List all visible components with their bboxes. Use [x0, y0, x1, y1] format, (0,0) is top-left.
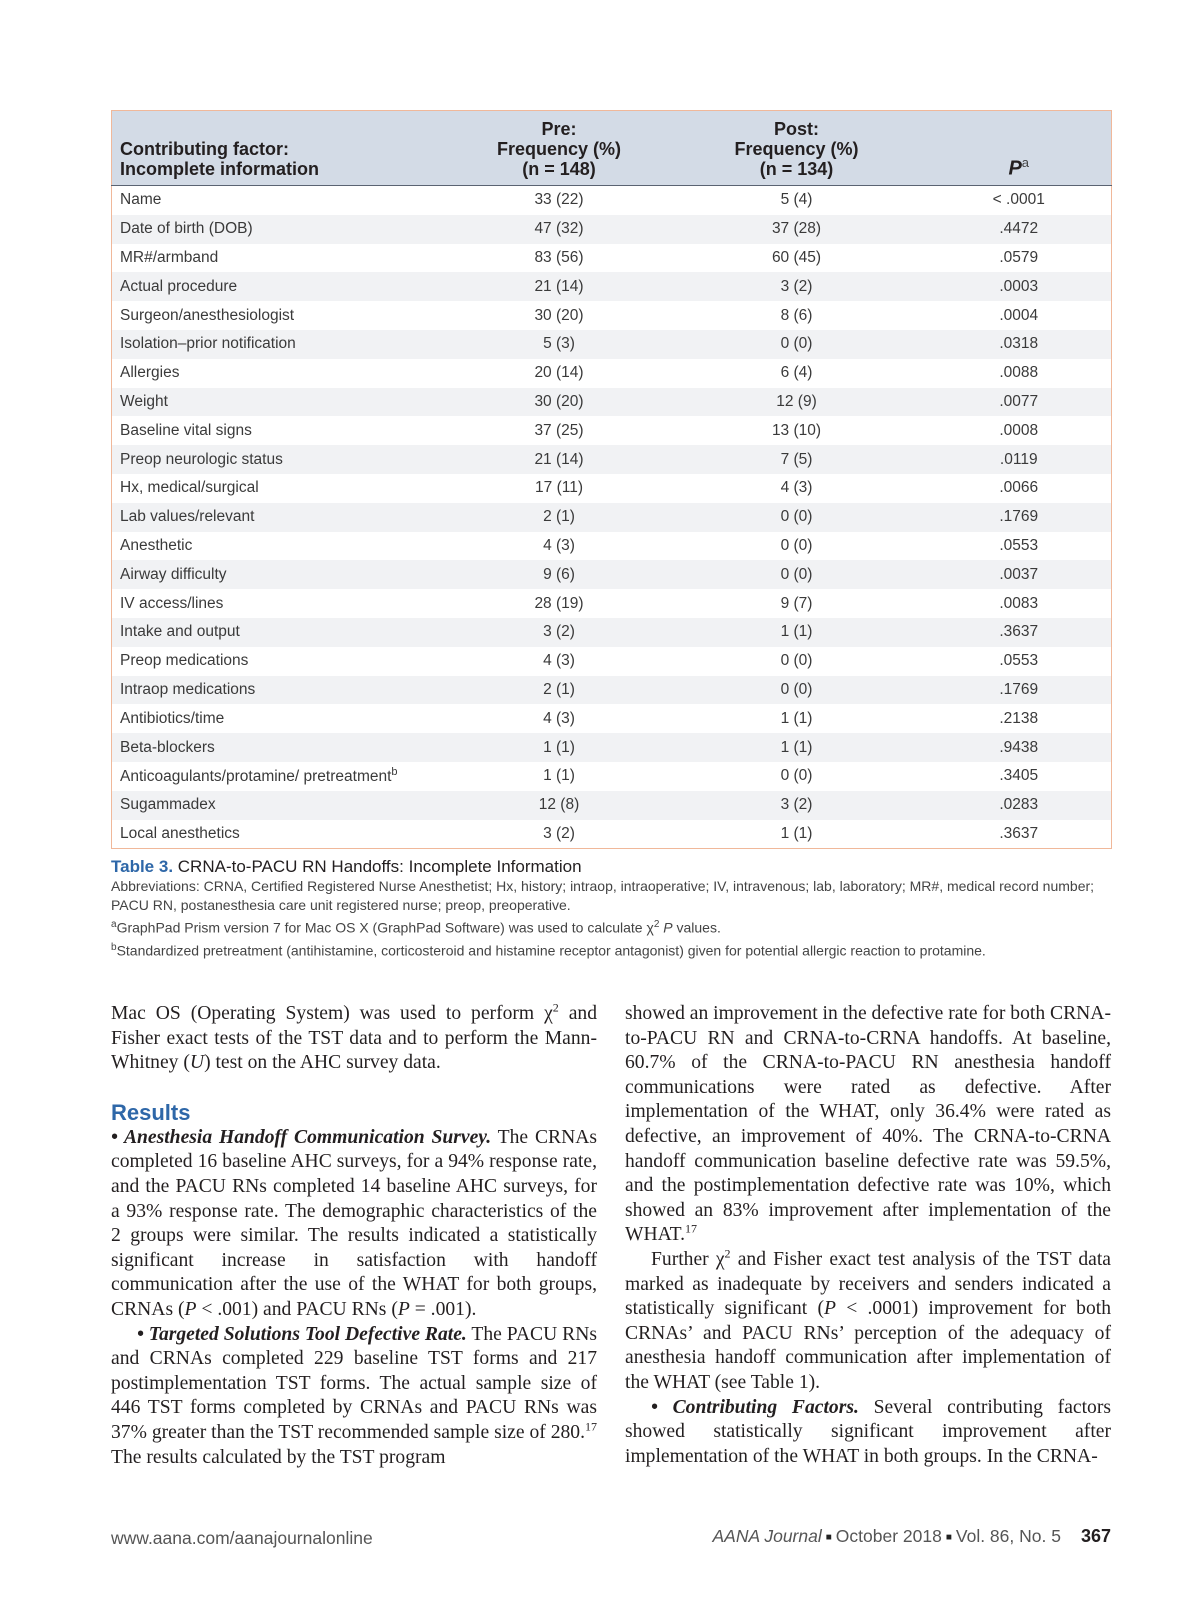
- cell-post: 1 (1): [667, 618, 927, 647]
- cell-post: 13 (10): [771, 421, 822, 439]
- table-row: [112, 532, 1112, 561]
- cell-pre: 2 (1): [452, 676, 667, 705]
- footer-citation: [712, 1526, 1111, 1547]
- italic-run: P: [184, 1298, 197, 1320]
- cell-pre: 4 (3): [543, 652, 575, 670]
- cell-factor: Isolation–prior notification: [112, 330, 452, 359]
- cell-p: .0318: [927, 330, 1112, 359]
- cell-factor: Baseline vital signs: [120, 421, 252, 439]
- cell-pre: 2 (1): [452, 503, 667, 532]
- cell-pre: 1 (1): [452, 733, 667, 762]
- header-pre-line2: Frequency (%): [496, 139, 622, 159]
- cell-factor: Surgeon/anesthesiologist: [120, 306, 295, 324]
- cell-post: 6 (4): [780, 364, 813, 382]
- cell-p: .1769: [927, 676, 1112, 705]
- run-in-heading: • Contributing Factors.: [651, 1396, 859, 1418]
- note-a-exp: 2: [653, 919, 660, 931]
- table-row: [112, 560, 1112, 589]
- header-pre: [452, 111, 667, 186]
- table-row: [112, 388, 1112, 417]
- cell-p: .1769: [927, 503, 1112, 532]
- cell-p: .9438: [927, 733, 1112, 762]
- cell-post: 12 (9): [667, 388, 927, 417]
- cell-p: .0077: [927, 388, 1112, 417]
- contributing-factors-paragraph: [625, 1396, 1111, 1470]
- ahc-survey-paragraph: [111, 1126, 597, 1323]
- table-row: [112, 474, 1112, 503]
- cell-pre: 30 (20): [452, 388, 667, 417]
- header-factor-line1: Contributing factor:: [120, 139, 289, 159]
- text-run: Several contributing factors showed statistically significant improvement after implementation of the WHAT in both groups. In the CRNA-: [625, 1396, 1111, 1467]
- table-row: [112, 272, 1112, 301]
- cell-p: .0119: [927, 445, 1112, 474]
- text-run: and Fisher exact tests of the TST data and to perform the Mann-Whitney (: [111, 1003, 597, 1074]
- cell-p: .0553: [999, 536, 1039, 554]
- cell-p: .3637: [999, 824, 1039, 842]
- cell-post: 0 (0): [780, 767, 813, 785]
- defective-rate-paragraph: [625, 1002, 1111, 1248]
- caption-title-text: CRNA-to-PACU RN Handoffs: Incomplete Information: [177, 857, 582, 877]
- cell-post: 60 (45): [771, 248, 822, 266]
- cell-p: .4472: [927, 215, 1112, 244]
- cell-p: .0579: [999, 248, 1039, 266]
- cell-post: 0 (0): [780, 652, 813, 670]
- caption-note-b: [111, 938, 1111, 961]
- cell-p: .0037: [927, 560, 1112, 589]
- footer-url[interactable]: www.aana.com/aanajournalonline: [111, 1528, 373, 1548]
- cell-pre: 83 (56): [534, 248, 584, 266]
- note-b-text: Standardized pretreatment (antihistamine, corticosteroid and histamine receptor antagonist) given for potential allergic reaction to protamine.: [116, 942, 986, 959]
- cell-p: .0088: [999, 364, 1039, 382]
- text-run: The CRNAs completed 16 baseline AHC surveys, for a 94% response rate, and the PACU RNs completed 14 baseline AHC surveys, for a 93% response rate. The demographic characteristics of the 2 groups were similar. The results indicated a statistically significant increase in satisfaction with handoff communication after the use of the WHAT for both groups, CRNAs (: [111, 1126, 598, 1320]
- cell-post: 0 (0): [667, 330, 927, 359]
- cell-p: .0066: [999, 479, 1039, 497]
- text-run: The PACU RNs and CRNAs completed 229 baseline TST forms and 217 postimplementation TST forms. The actual sample size of 446 TST forms completed by CRNAs and PACU RNs was 37% greater than the TST recommended sample size of 280.: [111, 1323, 597, 1443]
- caption-note-a: [111, 915, 1111, 938]
- cell-post: 8 (6): [780, 306, 813, 324]
- text-run: showed an improvement in the defective rate for both CRNA-to-PACU RN and CRNA-to-CRNA handoffs. At baseline, 60.7% of the CRNA-to-PACU RN anesthesia handoff communications were rated as defective. After implementation of the WHAT, only 36.4% were rated as defective, an improvement of 40%. The CRNA-to-CRNA handoff communication baseline defective rate was 59.5%, and the postimplementation defective rate was 10%, which showed an 83% improvement after implementation of the WHAT.: [625, 1003, 1111, 1246]
- table-row: [112, 733, 1112, 762]
- table-body: [112, 186, 1112, 849]
- cell-post: 0 (0): [667, 676, 927, 705]
- cell-post: 3 (2): [667, 791, 927, 820]
- cell-post: 4 (3): [780, 479, 813, 497]
- cell-factor: Beta-blockers: [112, 733, 452, 762]
- cell-p: .0283: [927, 791, 1112, 820]
- footer-volume: Vol. 86, No. 5: [955, 1526, 1061, 1546]
- table-row: [112, 244, 1112, 273]
- cell-post: 3 (2): [667, 272, 927, 301]
- cell-factor: Date of birth (DOB): [112, 215, 452, 244]
- separator-square-icon: ■: [825, 1532, 832, 1543]
- cell-pre: 20 (14): [534, 364, 584, 382]
- text-run: = .001).: [409, 1298, 477, 1320]
- cell-post: 9 (7): [780, 594, 813, 612]
- reference-mark: 17: [585, 1419, 597, 1434]
- table-header-row: [112, 111, 1112, 186]
- table-row: [112, 762, 1112, 791]
- cell-p: .3637: [927, 618, 1112, 647]
- cell-p: .0003: [927, 272, 1112, 301]
- run-in-heading: • Anesthesia Handoff Communication Survey.: [111, 1126, 492, 1148]
- header-post-line2: Frequency (%): [734, 139, 859, 159]
- cell-post: 1 (1): [667, 733, 927, 762]
- header-p: P: [1008, 158, 1022, 180]
- cell-factor-text: Anticoagulants/protamine/ pretreatment: [120, 768, 392, 786]
- footer-date: October 2018: [835, 1526, 942, 1546]
- cell-factor: Preop neurologic status: [112, 445, 452, 474]
- caption-abbreviations: Abbreviations: CRNA, Certified Registered Nurse Anesthetist; Hx, history; intraop, intraoperative; IV, intravenous; lab, laboratory; MR#, medical record number; PACU RN, postanesthesia care unit registered nurse; preop, preoperative.: [111, 878, 1095, 914]
- cell-p: < .0001: [992, 191, 1045, 209]
- header-pre-line1: Pre:: [541, 119, 577, 139]
- cell-factor: Weight: [112, 388, 452, 417]
- results-heading: Results: [111, 1099, 191, 1125]
- cell-pre: 37 (25): [534, 421, 584, 439]
- cell-factor: Intake and output: [112, 618, 452, 647]
- table-row: [112, 330, 1112, 359]
- incomplete-information-table: [111, 110, 1112, 849]
- cell-factor: MR#/armband: [120, 248, 219, 266]
- header-post-line1: Post:: [774, 119, 819, 139]
- table-row: [112, 186, 1112, 215]
- cell-pre: 47 (32): [452, 215, 667, 244]
- table-row: [112, 618, 1112, 647]
- spacer: [111, 1076, 597, 1100]
- header-p-value: [927, 111, 1112, 186]
- cell-pre: 5 (3): [452, 330, 667, 359]
- caption-title: [111, 857, 1111, 877]
- header-post-line3: (n = 134): [759, 159, 834, 179]
- table-row: [112, 445, 1112, 474]
- cell-pre: 1 (1): [543, 767, 575, 785]
- cell-factor: Preop medications: [120, 652, 249, 670]
- cell-factor: Intraop medications: [112, 676, 452, 705]
- table-row: [112, 791, 1112, 820]
- superscript: 2: [724, 1246, 731, 1261]
- cell-factor: Local anesthetics: [120, 824, 240, 842]
- table-row: [112, 820, 1112, 849]
- cell-p: .0004: [999, 306, 1039, 324]
- cell-post: 1 (1): [780, 709, 813, 727]
- note-a-p: P: [663, 919, 673, 936]
- text-run: ) test on the AHC survey data.: [204, 1052, 441, 1074]
- cell-post: 37 (28): [667, 215, 927, 244]
- footer-journal: AANA Journal: [712, 1526, 822, 1546]
- italic-run: P: [397, 1298, 410, 1320]
- cell-pre: 33 (22): [534, 191, 584, 209]
- cell-post: 5 (4): [780, 191, 813, 209]
- text-run: < .001) and PACU RNs (: [196, 1298, 398, 1320]
- text-run: Further χ: [651, 1248, 725, 1270]
- cell-factor: Name: [120, 191, 162, 209]
- cell-post: 1 (1): [780, 824, 813, 842]
- text-run: The results calculated by the TST program: [111, 1446, 446, 1468]
- note-a-end: values.: [672, 919, 721, 936]
- cell-factor: Antibiotics/time: [120, 709, 225, 727]
- cell-pre: 3 (2): [452, 618, 667, 647]
- cell-post: 0 (0): [667, 560, 927, 589]
- methods-paragraph: [111, 1002, 597, 1076]
- note-b-mark: b: [111, 941, 117, 953]
- table-row: [112, 647, 1112, 676]
- cell-pre: 4 (3): [543, 536, 575, 554]
- table-caption: [111, 857, 1111, 960]
- table-row: [112, 503, 1112, 532]
- cell-factor: [112, 762, 452, 791]
- cell-pre: 12 (8): [452, 791, 667, 820]
- footnote-b-mark: b: [391, 766, 398, 779]
- header-post: [667, 111, 927, 186]
- table-3: [111, 110, 1111, 961]
- cell-factor: IV access/lines: [120, 594, 224, 612]
- cell-p: .0083: [999, 594, 1039, 612]
- reference-mark: 17: [685, 1221, 698, 1236]
- separator-square-icon: ■: [945, 1532, 952, 1543]
- table-row: [112, 676, 1112, 705]
- cell-pre: 3 (2): [543, 824, 575, 842]
- body-column-left: [111, 1002, 597, 1470]
- italic-run: U: [189, 1052, 205, 1074]
- cell-pre: 17 (11): [535, 479, 583, 497]
- cell-pre: 4 (3): [543, 709, 575, 727]
- table-row: [112, 416, 1112, 445]
- table-row: [112, 704, 1112, 733]
- cell-post: 0 (0): [780, 536, 813, 554]
- cell-factor: Actual procedure: [112, 272, 452, 301]
- header-factor-line2: Incomplete information: [120, 159, 320, 179]
- table-row: [112, 589, 1112, 618]
- chi-square-paragraph: [625, 1248, 1111, 1396]
- table-row: [112, 301, 1112, 330]
- cell-factor: Sugammadex: [112, 791, 452, 820]
- cell-pre: 21 (14): [452, 445, 667, 474]
- cell-post: 0 (0): [667, 503, 927, 532]
- note-a-text: GraphPad Prism version 7 for Mac OS X (GraphPad Software) was used to calculate χ: [116, 919, 654, 936]
- cell-factor: Lab values/relevant: [112, 503, 452, 532]
- cell-pre: 9 (6): [452, 560, 667, 589]
- run-in-heading: • Targeted Solutions Tool Defective Rate.: [137, 1323, 467, 1345]
- caption-label: Table 3.: [111, 857, 174, 877]
- cell-p: .3405: [999, 767, 1039, 785]
- text-run: Mac OS (Operating System) was used to perform χ: [111, 1003, 553, 1024]
- cell-pre: 28 (19): [534, 594, 584, 612]
- italic-run: P: [823, 1298, 836, 1320]
- cell-p: .0553: [999, 652, 1039, 670]
- cell-factor: Allergies: [120, 364, 180, 382]
- note-a-mark: a: [111, 919, 117, 931]
- cell-factor: Airway difficulty: [112, 560, 452, 589]
- text-run: < .0001) improvement for both CRNAs’ and PACU RNs’ perception of the adequacy of anesthesia handoff communication after implementation of the WHAT (see Table 1).: [625, 1298, 1112, 1393]
- cell-pre: 21 (14): [452, 272, 667, 301]
- cell-factor: Hx, medical/surgical: [120, 479, 259, 497]
- header-p-sup: a: [1021, 155, 1030, 171]
- cell-post: 7 (5): [667, 445, 927, 474]
- cell-p: .0008: [999, 421, 1039, 439]
- cell-p: .2138: [999, 709, 1039, 727]
- cell-pre: 30 (20): [534, 306, 584, 324]
- page-number: 367: [1080, 1526, 1111, 1546]
- table-row: [112, 359, 1112, 388]
- text-run: and Fisher exact test analysis of the TST data marked as inadequate by receivers and senders indicated a statistically significant (: [625, 1248, 1111, 1320]
- header-contributing-factor: [112, 111, 452, 186]
- superscript: 2: [552, 1000, 559, 1015]
- table-row: [112, 215, 1112, 244]
- tst-defective-paragraph: [111, 1323, 597, 1471]
- header-pre-line3: (n = 148): [522, 159, 596, 179]
- body-column-right: [625, 1002, 1111, 1469]
- cell-factor: Anesthetic: [120, 536, 193, 554]
